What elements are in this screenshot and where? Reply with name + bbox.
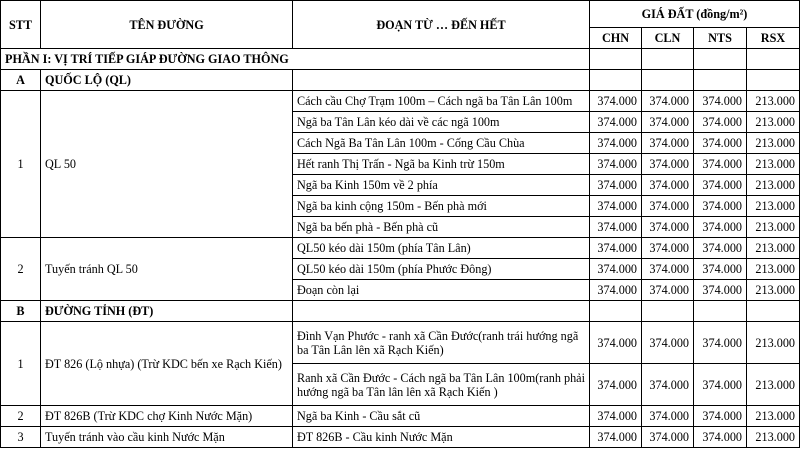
- header-cln: CLN: [642, 28, 694, 49]
- price-rsx: 213.000: [747, 364, 800, 406]
- price-nts: 374.000: [694, 196, 747, 217]
- price-nts: 374.000: [694, 133, 747, 154]
- price-cln: 374.000: [642, 364, 694, 406]
- price-cln: 374.000: [642, 280, 694, 301]
- road-name: Tuyến tránh QL 50: [41, 238, 293, 301]
- segment-text: Đình Vạn Phước - ranh xã Cần Đước(ranh trái hướng ngã ba Tân Lân lên xã Rạch Kiến): [293, 322, 590, 364]
- segment-text: Ngã ba kinh cộng 150m - Bến phà mới: [293, 196, 590, 217]
- row-stt: 1: [1, 91, 41, 238]
- empty-cell: [642, 70, 694, 91]
- road-name: ĐT 826 (Lộ nhựa) (Trừ KDC bến xe Rạch Kiến): [41, 322, 293, 406]
- price-cln: 374.000: [642, 175, 694, 196]
- empty-cell: [694, 301, 747, 322]
- row-stt: 3: [1, 427, 41, 448]
- part-title: PHẦN I: VỊ TRÍ TIẾP GIÁP ĐƯỜNG GIAO THÔNG: [1, 49, 590, 70]
- segment-text: Cách cầu Chợ Trạm 100m – Cách ngã ba Tân Lân 100m: [293, 91, 590, 112]
- header-stt: STT: [1, 1, 41, 49]
- empty-cell: [590, 70, 642, 91]
- price-rsx: 213.000: [747, 175, 800, 196]
- price-rsx: 213.000: [747, 280, 800, 301]
- price-rsx: 213.000: [747, 196, 800, 217]
- row-stt: 2: [1, 238, 41, 301]
- price-nts: 374.000: [694, 280, 747, 301]
- empty-cell: [694, 49, 747, 70]
- price-nts: 374.000: [694, 91, 747, 112]
- price-cln: 374.000: [642, 322, 694, 364]
- price-chn: 374.000: [590, 133, 642, 154]
- price-rsx: 213.000: [747, 133, 800, 154]
- price-cln: 374.000: [642, 217, 694, 238]
- segment-text: Ranh xã Cần Đước - Cách ngã ba Tân Lân 100m(ranh phải hướng ngã ba Tân lân lên xã Rạch Kiến ): [293, 364, 590, 406]
- price-chn: 374.000: [590, 154, 642, 175]
- segment-text: QL50 kéo dài 150m (phía Phước Đông): [293, 259, 590, 280]
- table-row: [1, 406, 800, 427]
- price-chn: 374.000: [590, 322, 642, 364]
- empty-cell: [747, 301, 800, 322]
- segment-text: Ngã ba Tân Lân kéo dài về các ngã 100m: [293, 112, 590, 133]
- empty-cell: [293, 70, 590, 91]
- segment-text: Hết ranh Thị Trấn - Ngã ba Kinh trừ 150m: [293, 154, 590, 175]
- price-rsx: 213.000: [747, 259, 800, 280]
- price-chn: 374.000: [590, 91, 642, 112]
- price-nts: 374.000: [694, 112, 747, 133]
- price-cln: 374.000: [642, 238, 694, 259]
- segment-text: Cách Ngã Ba Tân Lân 100m - Cống Cầu Chùa: [293, 133, 590, 154]
- price-chn: 374.000: [590, 427, 642, 448]
- price-cln: 374.000: [642, 154, 694, 175]
- empty-cell: [642, 301, 694, 322]
- price-rsx: 213.000: [747, 427, 800, 448]
- road-name: QL 50: [41, 91, 293, 238]
- row-stt: 1: [1, 322, 41, 406]
- price-nts: 374.000: [694, 259, 747, 280]
- segment-text: Ngã ba Kinh 150m về 2 phía: [293, 175, 590, 196]
- price-nts: 374.000: [694, 427, 747, 448]
- section-title: ĐƯỜNG TỈNH (ĐT): [41, 301, 293, 322]
- segment-text: Đoạn còn lại: [293, 280, 590, 301]
- header-gia-dat: GIÁ ĐẤT (đồng/m²): [590, 1, 800, 28]
- price-nts: 374.000: [694, 406, 747, 427]
- price-chn: 374.000: [590, 217, 642, 238]
- price-rsx: 213.000: [747, 238, 800, 259]
- price-cln: 374.000: [642, 196, 694, 217]
- price-rsx: 213.000: [747, 322, 800, 364]
- price-cln: 374.000: [642, 91, 694, 112]
- header-ten-duong: TÊN ĐƯỜNG: [41, 1, 293, 49]
- price-nts: 374.000: [694, 217, 747, 238]
- price-chn: 374.000: [590, 112, 642, 133]
- empty-cell: [590, 49, 642, 70]
- empty-cell: [694, 70, 747, 91]
- price-chn: 374.000: [590, 364, 642, 406]
- header-doan: ĐOẠN TỪ … ĐẾN HẾT: [293, 1, 590, 49]
- price-cln: 374.000: [642, 259, 694, 280]
- empty-cell: [293, 301, 590, 322]
- price-nts: 374.000: [694, 154, 747, 175]
- price-rsx: 213.000: [747, 154, 800, 175]
- table-row: [1, 322, 800, 364]
- empty-cell: [747, 70, 800, 91]
- price-chn: 374.000: [590, 238, 642, 259]
- price-chn: 374.000: [590, 280, 642, 301]
- section-code: B: [1, 301, 41, 322]
- price-nts: 374.000: [694, 364, 747, 406]
- price-cln: 374.000: [642, 133, 694, 154]
- header-rsx: RSX: [747, 28, 800, 49]
- price-rsx: 213.000: [747, 217, 800, 238]
- table-row: [1, 91, 800, 112]
- price-nts: 374.000: [694, 322, 747, 364]
- price-chn: 374.000: [590, 406, 642, 427]
- segment-text: Ngã ba Kinh - Cầu sắt cũ: [293, 406, 590, 427]
- segment-text: ĐT 826B - Cầu kinh Nước Mặn: [293, 427, 590, 448]
- price-chn: 374.000: [590, 175, 642, 196]
- price-cln: 374.000: [642, 406, 694, 427]
- segment-text: Ngã ba bến phà - Bến phà cũ: [293, 217, 590, 238]
- price-rsx: 213.000: [747, 406, 800, 427]
- row-stt: 2: [1, 406, 41, 427]
- price-rsx: 213.000: [747, 91, 800, 112]
- header-nts: NTS: [694, 28, 747, 49]
- section-code: A: [1, 70, 41, 91]
- price-nts: 374.000: [694, 238, 747, 259]
- road-name: Tuyến tránh vào cầu kinh Nước Mặn: [41, 427, 293, 448]
- empty-cell: [590, 301, 642, 322]
- price-chn: 374.000: [590, 259, 642, 280]
- empty-cell: [747, 49, 800, 70]
- table-row: [1, 427, 800, 448]
- section-title: QUỐC LỘ (QL): [41, 70, 293, 91]
- segment-text: QL50 kéo dài 150m (phía Tân Lân): [293, 238, 590, 259]
- road-name: ĐT 826B (Trừ KDC chợ Kinh Nước Mặn): [41, 406, 293, 427]
- price-chn: 374.000: [590, 196, 642, 217]
- price-rsx: 213.000: [747, 112, 800, 133]
- price-cln: 374.000: [642, 427, 694, 448]
- price-cln: 374.000: [642, 112, 694, 133]
- price-nts: 374.000: [694, 175, 747, 196]
- table-row: [1, 238, 800, 259]
- header-chn: CHN: [590, 28, 642, 49]
- empty-cell: [642, 49, 694, 70]
